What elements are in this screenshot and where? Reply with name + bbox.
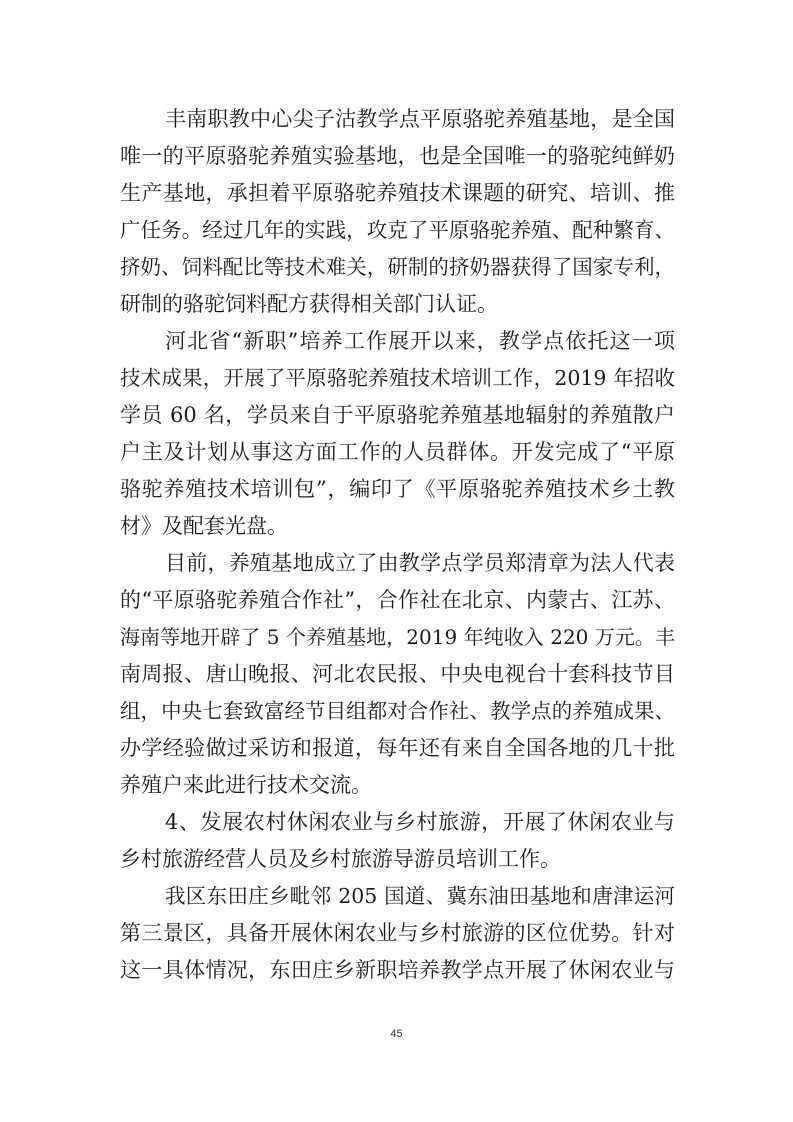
text-line: 乡村旅游经营人员及乡村旅游导游员培训工作。	[120, 847, 561, 871]
text-line: 河北省“新职”培养工作展开以来，教学点依托这一项	[165, 329, 675, 353]
text-line: 户主及计划从事这方面工作的人员群体。开发完成了“平原	[120, 440, 675, 464]
text-line: 唯一的平原骆驼养殖实验基地，也是全国唯一的骆驼纯鲜奶	[120, 144, 675, 168]
text-line: 广任务。经过几年的实践，攻克了平原骆驼养殖、配种繁育、	[120, 218, 675, 242]
text-line: 我区东田庄乡毗邻 205 国道、冀东油田基地和唐津运河	[165, 884, 675, 908]
text-line: 4、发展农村休闲农业与乡村旅游，开展了休闲农业与	[165, 810, 675, 834]
text-line: 技术成果，开展了平原骆驼养殖技术培训工作，2019 年招收	[120, 366, 675, 390]
text-line: 生产基地，承担着平原骆驼养殖技术课题的研究、培训、推	[120, 181, 675, 205]
text-line: 第三景区，具备开展休闲农业与乡村旅游的区位优势。针对	[120, 921, 675, 945]
text-line: 材》及配套光盘。	[120, 514, 288, 538]
text-line: 这一具体情况，东田庄乡新职培养教学点开展了休闲农业与	[120, 958, 675, 982]
text-line: 办学经验做过采访和报道，每年还有来自全国各地的几十批	[120, 736, 675, 760]
text-line: 目前，养殖基地成立了由教学点学员郑清章为法人代表	[165, 551, 675, 575]
text-line: 海南等地开辟了 5 个养殖基地，2019 年纯收入 220 万元。丰	[120, 625, 675, 649]
text-line: 挤奶、饲料配比等技术难关，研制的挤奶器获得了国家专利，	[120, 255, 675, 279]
text-line: 研制的骆驼饲料配方获得相关部门认证。	[120, 292, 498, 316]
text-line: 骆驼养殖技术培训包”，编印了《平原骆驼养殖技术乡土教	[120, 477, 675, 501]
text-line: 的“平原骆驼养殖合作社”，合作社在北京、内蒙古、江苏、	[120, 588, 675, 612]
text-line: 养殖户来此进行技术交流。	[120, 773, 372, 797]
text-line: 丰南职教中心尖子沽教学点平原骆驼养殖基地，是全国	[165, 107, 675, 131]
text-line: 学员 60 名，学员来自于平原骆驼养殖基地辐射的养殖散户	[120, 403, 675, 427]
text-line: 组，中央七套致富经节目组都对合作社、教学点的养殖成果、	[120, 699, 675, 723]
page-number: 45	[390, 1028, 403, 1040]
text-line: 南周报、唐山晚报、河北农民报、中央电视台十套科技节目	[120, 662, 675, 686]
